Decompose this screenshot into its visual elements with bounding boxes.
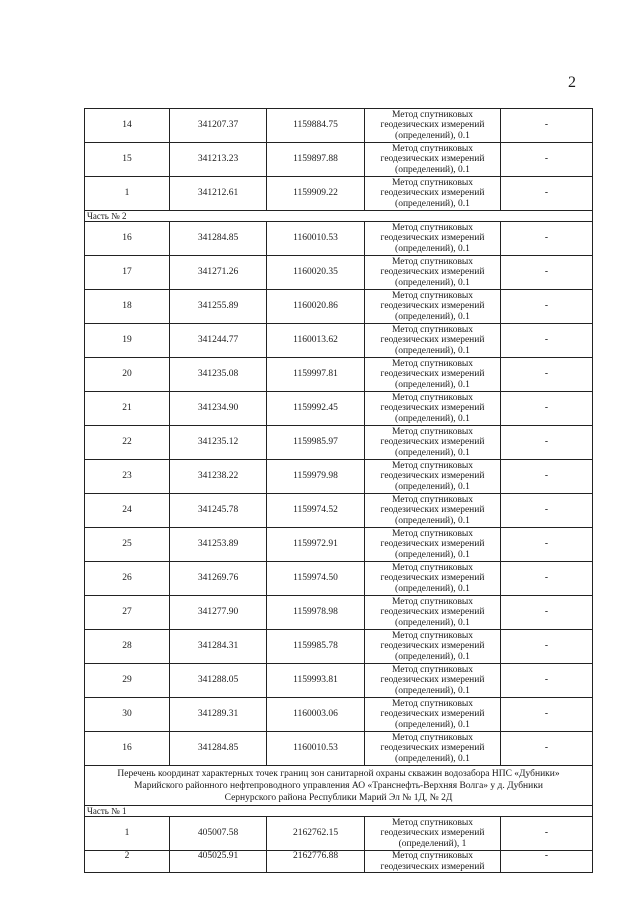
table-row	[85, 528, 593, 562]
method-cell	[365, 817, 501, 851]
point-number-cell: 25	[85, 528, 170, 562]
coordinate-x-cell: 341289.31	[170, 698, 267, 732]
table-row	[85, 494, 593, 528]
coordinate-x-cell: 405025.91	[170, 851, 267, 873]
note-cell: -	[501, 358, 593, 392]
caption-row	[85, 766, 593, 806]
note-cell: -	[501, 528, 593, 562]
note-cell: -	[501, 143, 593, 177]
coordinates-table-body	[85, 109, 593, 873]
coordinate-y-cell: 1159993.81	[267, 664, 365, 698]
coordinate-y-cell: 1160020.35	[267, 256, 365, 290]
method-text: Метод спутниковых геодезических измерений (определений), 0.1	[380, 392, 485, 424]
note-cell: -	[501, 698, 593, 732]
method-cell	[365, 596, 501, 630]
coordinate-y-cell: 1159897.88	[267, 143, 365, 177]
method-cell	[365, 851, 501, 873]
method-cell	[365, 698, 501, 732]
point-number-cell: 16	[85, 222, 170, 256]
method-cell	[365, 630, 501, 664]
coordinate-y-cell: 1160003.06	[267, 698, 365, 732]
coordinate-y-cell: 1159974.50	[267, 562, 365, 596]
point-number-cell: 20	[85, 358, 170, 392]
method-cell	[365, 256, 501, 290]
point-number-cell: 1	[85, 177, 170, 211]
method-cell	[365, 222, 501, 256]
note-cell: -	[501, 664, 593, 698]
point-number-cell: 23	[85, 460, 170, 494]
method-text: Метод спутниковых геодезических измерений (определений), 0.1	[380, 222, 485, 254]
method-text: Метод спутниковых геодезических измерений (определений), 0.1	[380, 460, 485, 492]
method-cell	[365, 528, 501, 562]
method-cell	[365, 392, 501, 426]
note-cell: -	[501, 596, 593, 630]
coordinate-x-cell: 341284.85	[170, 732, 267, 766]
method-text: Метод спутниковых геодезических измерений (определений), 0.1	[380, 664, 485, 696]
coordinate-y-cell: 1159978.98	[267, 596, 365, 630]
table-row	[85, 290, 593, 324]
coordinate-y-cell: 1159992.45	[267, 392, 365, 426]
coordinate-y-cell: 1159985.78	[267, 630, 365, 664]
table-row	[85, 222, 593, 256]
method-cell	[365, 664, 501, 698]
method-cell	[365, 109, 501, 143]
table-caption	[85, 766, 593, 806]
method-text: Метод спутниковых геодезических измерений (определений), 0.1	[380, 698, 485, 730]
coordinate-x-cell: 341238.22	[170, 460, 267, 494]
point-number-cell: 24	[85, 494, 170, 528]
method-cell	[365, 290, 501, 324]
method-text: Метод спутниковых геодезических измерений (определений), 1	[380, 817, 485, 849]
table-row	[85, 324, 593, 358]
point-number-cell: 30	[85, 698, 170, 732]
method-text: Метод спутниковых геодезических измерений (определений), 0.1	[380, 109, 485, 141]
coordinate-x-cell: 341271.26	[170, 256, 267, 290]
note-cell: -	[501, 256, 593, 290]
method-cell	[365, 177, 501, 211]
table-row	[85, 562, 593, 596]
point-number-cell: 27	[85, 596, 170, 630]
table-row	[85, 256, 593, 290]
point-number-cell: 29	[85, 664, 170, 698]
table-row	[85, 460, 593, 494]
coordinates-table	[84, 108, 593, 873]
method-text: Метод спутниковых геодезических измерений (определений), 0.1	[380, 143, 485, 175]
method-text: Метод спутниковых геодезических измерений (определений), 0.1	[380, 324, 485, 356]
table-row	[85, 851, 593, 873]
section-row	[85, 806, 593, 817]
method-text: Метод спутниковых геодезических измерений (определений), 0.1	[380, 528, 485, 560]
point-number-cell: 14	[85, 109, 170, 143]
note-cell: -	[501, 562, 593, 596]
coordinate-x-cell: 405007.58	[170, 817, 267, 851]
table-row	[85, 426, 593, 460]
method-text: Метод спутниковых геодезических измерений (определений), 0.1	[380, 290, 485, 322]
coordinate-x-cell: 341245.78	[170, 494, 267, 528]
coordinate-x-cell: 341269.76	[170, 562, 267, 596]
point-number-cell: 16	[85, 732, 170, 766]
table-row	[85, 664, 593, 698]
point-number-cell: 22	[85, 426, 170, 460]
method-text: Метод спутниковых геодезических измерений (определений), 0.1	[380, 177, 485, 209]
coordinate-y-cell: 1159884.75	[267, 109, 365, 143]
method-cell	[365, 324, 501, 358]
coordinate-y-cell: 1159985.97	[267, 426, 365, 460]
note-cell: -	[501, 460, 593, 494]
method-cell	[365, 358, 501, 392]
page-number: 2	[568, 74, 576, 91]
point-number-cell: 18	[85, 290, 170, 324]
coordinate-x-cell: 341284.31	[170, 630, 267, 664]
method-cell	[365, 562, 501, 596]
method-text: Метод спутниковых геодезических измерений (определений), 0.1	[380, 732, 485, 764]
table-row	[85, 596, 593, 630]
method-cell	[365, 426, 501, 460]
coordinate-x-cell: 341207.37	[170, 109, 267, 143]
point-number-cell: 15	[85, 143, 170, 177]
method-cell	[365, 732, 501, 766]
note-cell: -	[501, 732, 593, 766]
method-text: Метод спутниковых геодезических измерений (определений), 0.1	[380, 256, 485, 288]
note-cell: -	[501, 630, 593, 664]
table-row	[85, 698, 593, 732]
coordinate-x-cell: 341284.85	[170, 222, 267, 256]
table-row	[85, 143, 593, 177]
note-cell: -	[501, 494, 593, 528]
note-cell: -	[501, 324, 593, 358]
table-row	[85, 109, 593, 143]
coordinate-x-cell: 341234.90	[170, 392, 267, 426]
coordinate-y-cell: 2162776.88	[267, 851, 365, 873]
method-text: Метод спутниковых геодезических измерений (определений), 0.1	[380, 494, 485, 526]
method-text: Метод спутниковых геодезических измерений	[380, 851, 485, 872]
section-heading: Часть № 2	[85, 211, 593, 222]
coordinate-x-cell: 341277.90	[170, 596, 267, 630]
coordinate-x-cell: 341235.08	[170, 358, 267, 392]
note-cell: -	[501, 426, 593, 460]
section-row	[85, 211, 593, 222]
coordinate-x-cell: 341212.61	[170, 177, 267, 211]
note-cell: -	[501, 222, 593, 256]
method-text: Метод спутниковых геодезических измерений (определений), 0.1	[380, 562, 485, 594]
coordinate-y-cell: 1159974.52	[267, 494, 365, 528]
coordinate-x-cell: 341255.89	[170, 290, 267, 324]
coordinate-x-cell: 341288.05	[170, 664, 267, 698]
note-cell: -	[501, 177, 593, 211]
method-text: Метод спутниковых геодезических измерений (определений), 0.1	[380, 630, 485, 662]
caption-text: Перечень координат характерных точек границ зон санитарной охраны скважин водозабора НПС «Дубники» Марийского районного нефтепроводного управления АО «Транснефть-Верхняя Волга» у д. Дубники Сернурского района Республики Марий Эл № 1Д, № 2Д	[117, 768, 560, 803]
point-number-cell: 21	[85, 392, 170, 426]
method-cell	[365, 143, 501, 177]
section-heading: Часть № 1	[85, 806, 593, 817]
coordinate-y-cell: 1160020.86	[267, 290, 365, 324]
method-text: Метод спутниковых геодезических измерений (определений), 0.1	[380, 358, 485, 390]
note-cell: -	[501, 109, 593, 143]
coordinate-y-cell: 1159909.22	[267, 177, 365, 211]
point-number-cell: 2	[85, 851, 170, 873]
coordinate-x-cell: 341253.89	[170, 528, 267, 562]
coordinate-y-cell: 1159997.81	[267, 358, 365, 392]
coordinate-x-cell: 341213.23	[170, 143, 267, 177]
table-row	[85, 392, 593, 426]
coordinate-y-cell: 1159972.91	[267, 528, 365, 562]
coordinate-y-cell: 1159979.98	[267, 460, 365, 494]
method-text: Метод спутниковых геодезических измерений (определений), 0.1	[380, 426, 485, 458]
table-row	[85, 732, 593, 766]
coordinate-x-cell: 341244.77	[170, 324, 267, 358]
table-row	[85, 358, 593, 392]
table-row	[85, 817, 593, 851]
coordinate-y-cell: 1160013.62	[267, 324, 365, 358]
point-number-cell: 17	[85, 256, 170, 290]
method-text: Метод спутниковых геодезических измерений (определений), 0.1	[380, 596, 485, 628]
table-row	[85, 177, 593, 211]
method-cell	[365, 494, 501, 528]
coordinate-x-cell: 341235.12	[170, 426, 267, 460]
method-cell	[365, 460, 501, 494]
note-cell: -	[501, 817, 593, 851]
note-cell: -	[501, 392, 593, 426]
coordinate-y-cell: 2162762.15	[267, 817, 365, 851]
coordinate-y-cell: 1160010.53	[267, 732, 365, 766]
coordinate-y-cell: 1160010.53	[267, 222, 365, 256]
table-row	[85, 630, 593, 664]
point-number-cell: 28	[85, 630, 170, 664]
note-cell: -	[501, 290, 593, 324]
point-number-cell: 19	[85, 324, 170, 358]
point-number-cell: 26	[85, 562, 170, 596]
note-cell: -	[501, 851, 593, 873]
point-number-cell: 1	[85, 817, 170, 851]
